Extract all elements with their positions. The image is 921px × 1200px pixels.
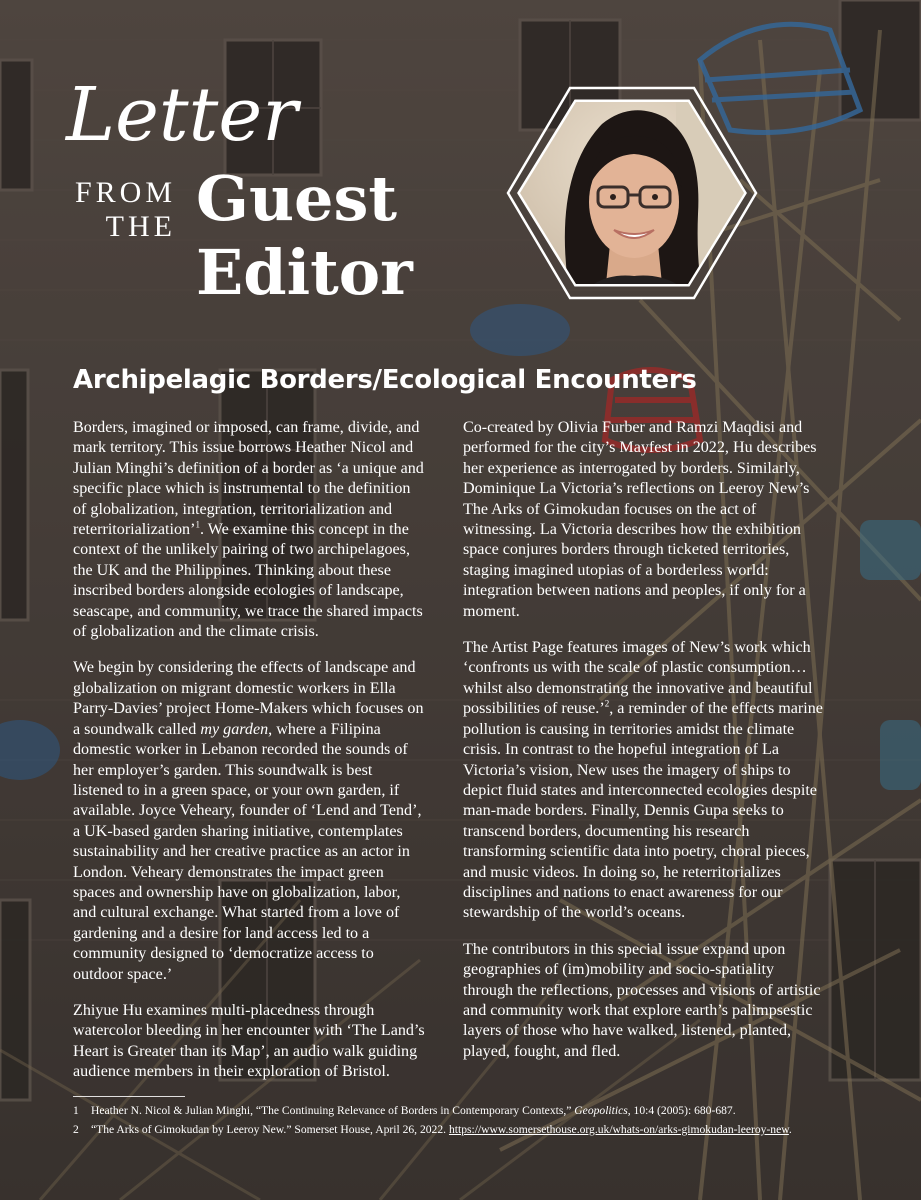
- footnote: [73, 1102, 833, 1119]
- title-letter: Letter: [66, 72, 298, 158]
- paragraph-text: , a reminder of the effects marine pollution is causing in territories amidst the climate crisis. In contrast to the hopeful integration of La Victoria’s vision, New uses the imagery of ships to depict fluid states and interconnected ecologies despite man-made borders. Finally, Dennis Gupa seeks to transcend borders, documenting his research transforming scientific data into poetry, choral pieces, and music videos. In doing so, he reterritorializes disciplines and nations to enact awareness for our stewardship of the world’s oceans.: [463, 700, 823, 922]
- paragraph-text: We begin by considering the effects of landscape and globalization on migrant domestic workers in Ella Parry-Davies’ project Home-Makers which focuses on a soundwalk called: [73, 659, 424, 738]
- footnote-text: [91, 1102, 833, 1119]
- paragraph: [73, 658, 425, 985]
- footnote-divider: [73, 1096, 185, 1097]
- title-guest: Guest: [196, 162, 398, 235]
- section-title: Archipelagic Borders/Ecological Encounters: [73, 365, 697, 395]
- text-column-right: [463, 418, 823, 1078]
- paragraph-text: The Artist Page features images of New’s work which ‘confronts us with the scale of plastic consumption… whilst also demonstrating the innovative and beautiful possibilities of reuse.’: [463, 639, 813, 718]
- footnote-citation: , 10:4 (2005): 680-687.: [627, 1104, 736, 1117]
- title-editor: Editor: [196, 236, 413, 309]
- work-title: my garden: [200, 720, 269, 738]
- title-from-the: [66, 176, 176, 244]
- footnote-citation: “The Arks of Gimokudan by Leeroy New.” Somerset House, April 26, 2022.: [91, 1123, 449, 1136]
- editor-portrait: [506, 84, 758, 302]
- footnotes: [73, 1102, 833, 1140]
- paragraph-text: , where a Filipina domestic worker in Lebanon recorded the sounds of her employer’s garden. This soundwalk is best listened to in a green space, or your own garden, if available. Joyce Veheary, founder of ‘Lend and Tend’, a UK-based garden sharing initiative, contemplates sustainability and her creative practice as an actor in London. Veheary demonstrates the impact green spaces and ownership have on globalization, labor, and cultural exchange. What started from a love of gardening and a desire for land access led to a community designed to ‘democratize access to outdoor space.’: [73, 720, 422, 983]
- footnote-number: 1: [73, 1104, 79, 1117]
- footnote: [73, 1121, 833, 1138]
- footnote-ref: 1: [195, 519, 200, 530]
- text-column-left: [73, 418, 425, 1099]
- footnote-journal: Geopolitics: [574, 1104, 628, 1117]
- title-from: FROM: [74, 176, 176, 209]
- paragraph: [73, 418, 425, 642]
- footnote-link[interactable]: https://www.somersethouse.org.uk/whats-on/arks-gimokudan-leeroy-new: [448, 1123, 789, 1136]
- title-the: THE: [105, 210, 176, 243]
- footnote-number: 2: [73, 1123, 79, 1136]
- paragraph-text: Borders, imagined or imposed, can frame, divide, and mark territory. This issue borrows Heather Nicol and Julian Minghi’s definition of a border as ‘a unique and specific place which is instrumental to the definition of globalization, integration, territorialization and reterritorialization’: [73, 419, 424, 539]
- footnote-citation: .: [788, 1123, 792, 1136]
- paragraph-text: . We examine this concept in the context of the unlikely pairing of two archipelagoes, the UK and the Philippines. Thinking about these inscribed borders alongside ecologies of landscape, seascape, and community, we trace the shared impacts of globalization and the climate crisis.: [73, 521, 423, 641]
- paragraph: The contributors in this special issue expand upon geographies of (im)mobility and socio-spatiality through the reflections, processes and visions of artistic and community work that explore earth’s palimpsestic layers of those who have walked, listened, planted, played, fought, and fled.: [463, 940, 821, 1060]
- footnote-citation: Heather N. Nicol & Julian Minghi, “The Continuing Relevance of Borders in Contemporary Contexts,”: [91, 1104, 575, 1117]
- footnote-text: [91, 1121, 833, 1138]
- paragraph: Co-created by Olivia Furber and Ramzi Maqdisi and performed for the city’s Mayfest in 2022, Hu describes her experience as interrogated by borders. Similarly, Dominique La Victoria’s reflections on Leeroy New’s The Arks of Gimokudan focuses on the act of witnessing. La Victoria describes how the exhibition space conjures borders through ticketed territories, staging imagined utopias of a borderless world: integration between nations and peoples, if only for a moment.: [463, 419, 817, 620]
- paragraph: [463, 638, 823, 924]
- footnote-ref: 2: [604, 698, 610, 709]
- paragraph: Zhiyue Hu examines multi-placedness through watercolor bleeding in her encounter with ‘The Land’s Heart is Greater than its Map’, an audio walk guiding audience members in their exploration of Bristol.: [73, 1001, 425, 1081]
